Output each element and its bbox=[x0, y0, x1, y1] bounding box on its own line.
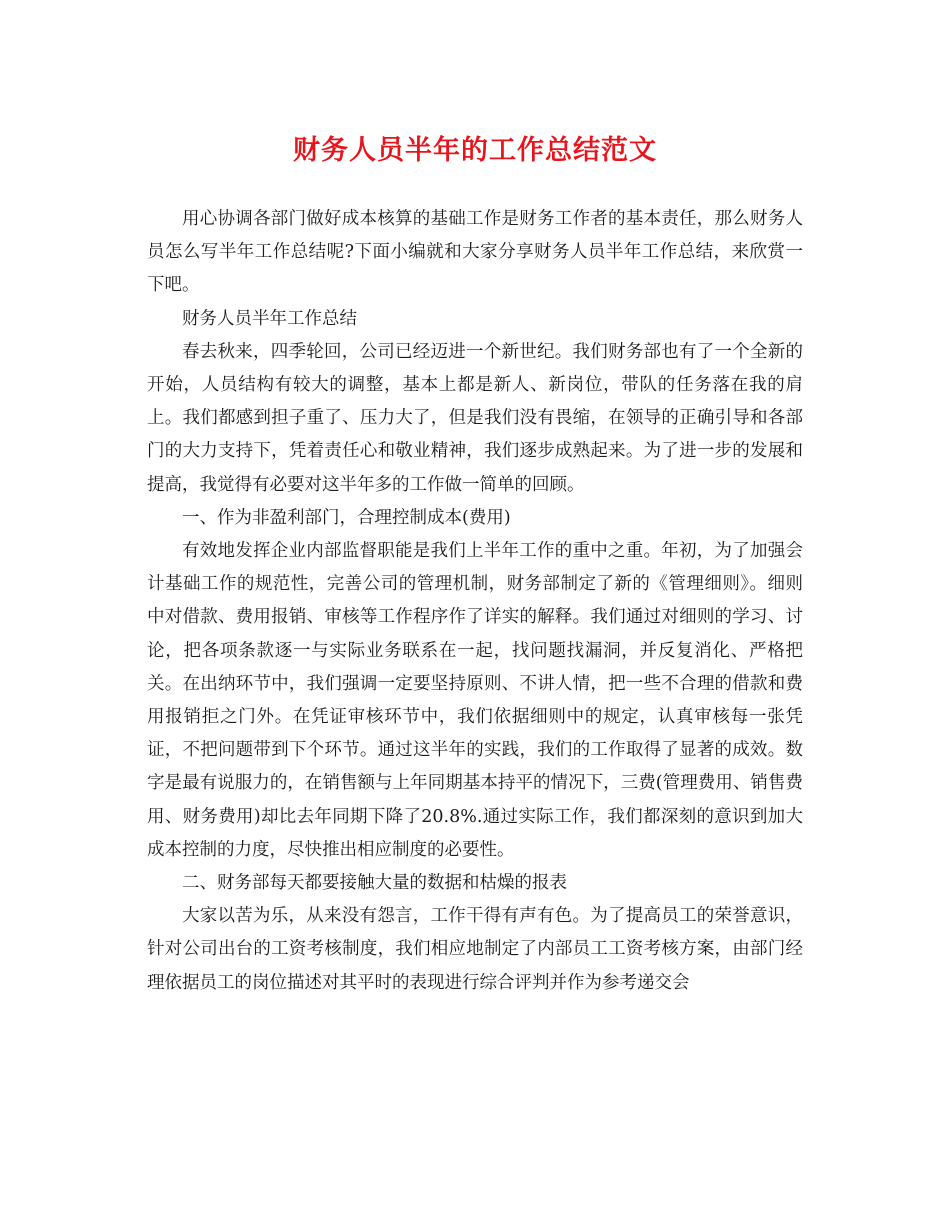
section-heading: 一、作为非盈利部门，合理控制成本(费用) bbox=[182, 507, 511, 528]
body-paragraph: 有效地发挥企业内部监督职能是我们上半年工作的重中之重。年初，为了加强会计基础工作的规范性，完善公司的管理机制，财务部制定了新的《管理细则》。细则中对借款、费用报销、审核等工作程序作了详实的解释。我们通过对细则的学习、讨论，把各项条款逐一与实际业务联系在一起，找问题找漏洞，并反复消化、严格把关。在出纳环节中，我们强调一定要坚持原则、不讲人情，把一些不合理的借款和费用报销拒之门外。在凭证审核环节中，我们依据细则中的规定，认真审核每一张凭证，不把问题带到下个环节。通过这半年的实践，我们的工作取得了显著的成效。数字是最有说服力的，在销售额与上年同期基本持平的情况下，三费(管理费用、销售费用、财务费用)却比去年同期下降了20.8%.通过实际工作，我们都深刻的意识到加大成本控制的力度，尽快推出相应制度的必要性。 bbox=[147, 541, 803, 860]
section-heading: 财务人员半年工作总结 bbox=[182, 308, 357, 329]
intro-paragraph: 用心协调各部门做好成本核算的基础工作是财务工作者的基本责任，那么财务人员怎么写半年工作总结呢?下面小编就和大家分享财务人员半年工作总结，来欣赏一下吧。 bbox=[147, 209, 803, 296]
body-paragraph: 大家以苦为乐，从来没有怨言，工作干得有声有色。为了提高员工的荣誉意识，针对公司出台的工资考核制度，我们相应地制定了内部员工工资考核方案，由部门经理依据员工的岗位描述对其平时的表现进行综合评判并作为参考递交会 bbox=[147, 906, 803, 993]
section-heading: 二、财务部每天都要接触大量的数据和枯燥的报表 bbox=[182, 873, 567, 894]
document-body bbox=[147, 203, 803, 1000]
body-paragraph: 春去秋来，四季轮回，公司已经迈进一个新世纪。我们财务部也有了一个全新的开始，人员结构有较大的调整，基本上都是新人、新岗位，带队的任务落在我的肩上。我们都感到担子重了、压力大了，但是我们没有畏缩，在领导的正确引导和各部门的大力支持下，凭着责任心和敬业精神，我们逐步成熟起来。为了进一步的发展和提高，我觉得有必要对这半年多的工作做一简单的回顾。 bbox=[147, 341, 803, 495]
document-title: 财务人员半年的工作总结范文 bbox=[293, 135, 657, 166]
